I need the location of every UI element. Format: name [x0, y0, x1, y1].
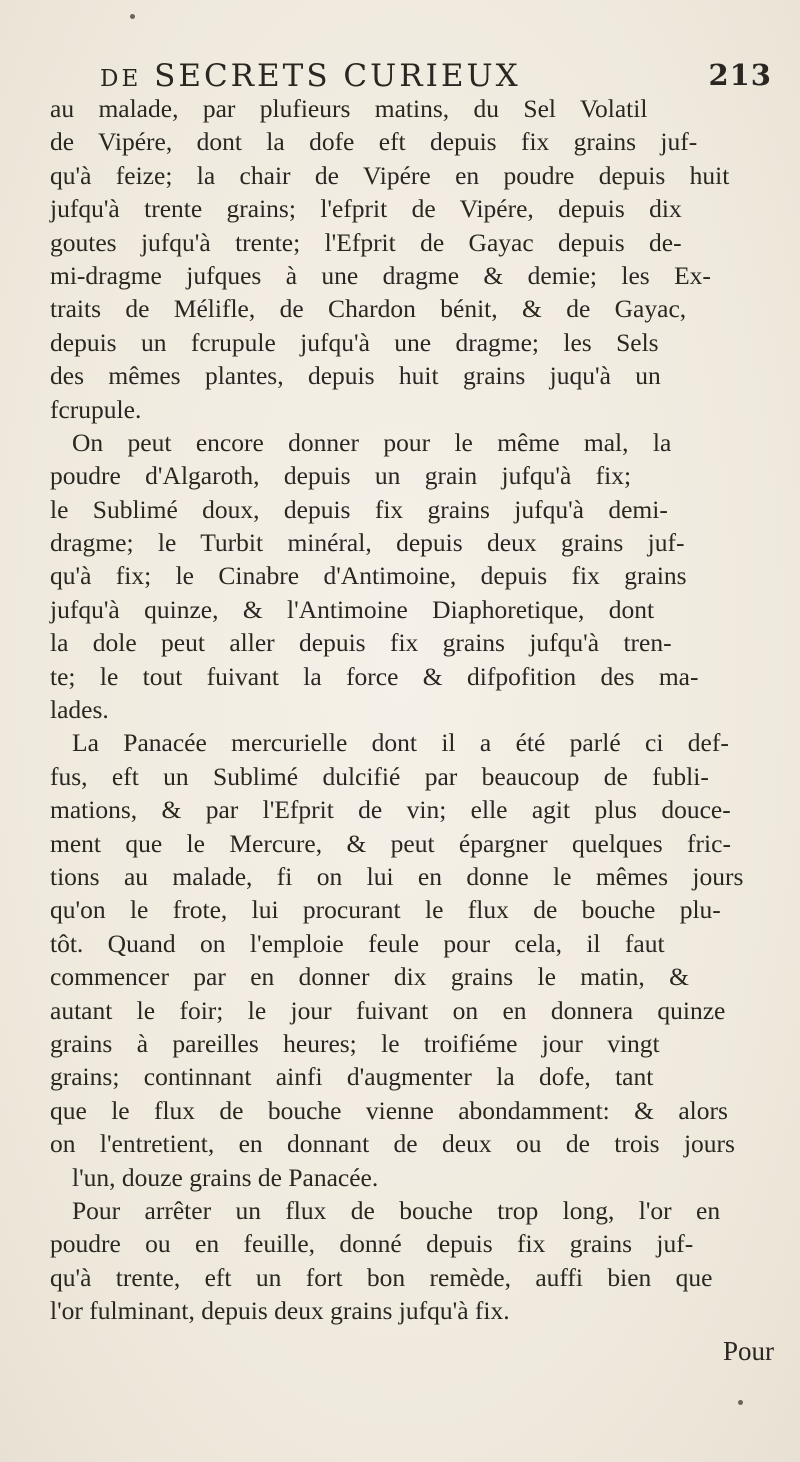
- text-line: ment que le Mercure, & peut épargner quelques fric-: [50, 828, 731, 858]
- text-line: La Panacée mercurielle dont il a été parlé ci def-: [72, 728, 729, 758]
- text-line: depuis un fcrupule jufqu'à une dragme; les Sels: [50, 327, 659, 357]
- ink-speck: [130, 14, 135, 19]
- text-line: au malade, par plufieurs matins, du Sel Volatil: [50, 94, 648, 123]
- text-line: tions au malade, fi on lui en donne le mêmes jours: [50, 861, 744, 891]
- ink-speck: [738, 1400, 743, 1405]
- text-line: fus, eft un Sublimé dulcifié par beaucoup de fubli-: [50, 761, 709, 791]
- running-title-main: SECRETS CURIEUX: [154, 58, 521, 94]
- text-line: poudre d'Algaroth, depuis un grain jufqu'à fix;: [50, 461, 632, 491]
- text-line: dragme; le Turbit minéral, depuis deux grains juf-: [50, 528, 685, 558]
- text-line: la dole peut aller depuis fix grains jufqu'à tren-: [50, 628, 672, 658]
- text-line: de Vipére, dont la dofe eft depuis fix grains juf-: [50, 127, 698, 157]
- text-line: Pour arrêter un flux de bouche trop long, l'or en: [72, 1195, 721, 1225]
- text-line: mations, & par l'Efprit de vin; elle agit plus douce-: [50, 795, 731, 825]
- body-text: [50, 92, 780, 1327]
- text-line: jufqu'à trente grains; l'efprit de Vipére, depuis dix: [50, 194, 682, 224]
- text-line: on l'entretient, en donnant de deux ou de trois jours: [50, 1129, 735, 1159]
- catchword: Pour: [722, 1336, 774, 1366]
- text-line: tôt. Quand on l'emploie feule pour cela, il faut: [50, 928, 665, 958]
- text-line: qu'à fix; le Cinabre d'Antimoine, depuis fix grains: [50, 561, 687, 591]
- text-line: fcrupule.: [50, 394, 142, 424]
- text-line: goutes jufqu'à trente; l'Efprit de Gayac depuis de-: [50, 227, 682, 257]
- text-line: que le flux de bouche vienne abondamment: & alors: [50, 1095, 728, 1125]
- running-title-prefix: DE: [100, 66, 142, 92]
- text-line: grains à pareilles heures; le troifiéme jour vingt: [50, 1028, 660, 1058]
- text-line: jufqu'à quinze, & l'Antimoine Diaphoretique, dont: [50, 594, 655, 624]
- text-line: qu'on le frote, lui procurant le flux de bouche plu-: [50, 895, 721, 925]
- text-line: le Sublimé doux, depuis fix grains jufqu'à demi-: [50, 494, 668, 524]
- text-line: qu'à trente, eft un fort bon remède, auffi bien que: [50, 1262, 713, 1292]
- text-line: traits de Mélifle, de Chardon bénit, & de Gayac,: [50, 294, 687, 324]
- text-line: On peut encore donner pour le même mal, la: [72, 427, 672, 457]
- text-line: commencer par en donner dix grains le matin, &: [50, 962, 689, 992]
- text-line: lades.: [50, 695, 109, 725]
- text-line: poudre ou en feuille, donné depuis fix grains juf-: [50, 1229, 694, 1259]
- page-number: 213: [708, 58, 772, 92]
- text-line: l'un, douze grains de Panacée.: [72, 1162, 379, 1192]
- text-line: l'or fulminant, depuis deux grains jufqu'à fix.: [50, 1296, 510, 1326]
- text-line: grains; continnant ainfi d'augmenter la dofe, tant: [50, 1062, 654, 1092]
- text-line: mi-dragme jufques à une dragme & demie; les Ex-: [50, 260, 711, 290]
- text-line: qu'à feize; la chair de Vipére en poudre depuis huit: [50, 160, 730, 190]
- running-title: [100, 58, 521, 94]
- text-line: des mêmes plantes, depuis huit grains juqu'à un: [50, 361, 661, 391]
- text-line: te; le tout fuivant la force & difpofition des ma-: [50, 661, 699, 691]
- text-line: autant le foir; le jour fuivant on en donnera quinze: [50, 995, 726, 1025]
